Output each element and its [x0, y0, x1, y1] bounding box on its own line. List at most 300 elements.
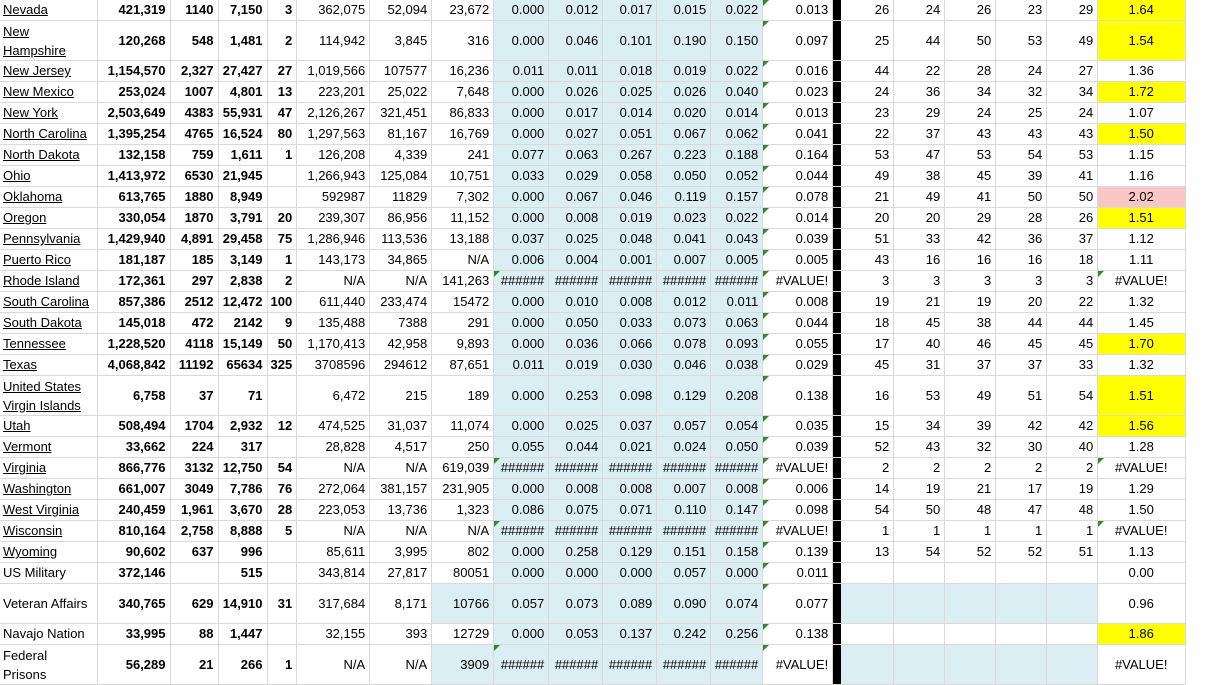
data-cell[interactable] — [267, 187, 297, 208]
data-cell[interactable] — [1098, 584, 1186, 624]
data-cell[interactable] — [267, 229, 297, 250]
data-cell[interactable] — [894, 521, 945, 542]
data-cell[interactable] — [841, 103, 894, 124]
data-cell[interactable] — [549, 563, 603, 584]
data-cell[interactable] — [1098, 166, 1186, 187]
data-cell[interactable] — [841, 479, 894, 500]
data-cell[interactable] — [763, 376, 833, 416]
data-cell[interactable] — [432, 542, 494, 563]
data-cell[interactable] — [603, 250, 657, 271]
row-label-cell[interactable] — [0, 229, 97, 250]
data-cell[interactable] — [218, 521, 267, 542]
data-cell[interactable] — [432, 355, 494, 376]
data-cell[interactable] — [370, 624, 432, 645]
data-cell[interactable] — [1098, 437, 1186, 458]
data-cell[interactable] — [945, 479, 996, 500]
data-cell[interactable] — [1098, 479, 1186, 500]
data-cell[interactable] — [370, 229, 432, 250]
data-cell[interactable] — [267, 145, 297, 166]
data-cell[interactable] — [1098, 624, 1186, 645]
data-cell[interactable] — [267, 250, 297, 271]
data-cell[interactable] — [1047, 624, 1098, 645]
data-cell[interactable] — [841, 334, 894, 355]
data-cell[interactable] — [549, 584, 603, 624]
data-cell[interactable] — [218, 250, 267, 271]
data-cell[interactable] — [894, 292, 945, 313]
data-cell[interactable] — [711, 584, 763, 624]
data-cell[interactable] — [297, 584, 370, 624]
data-cell[interactable] — [494, 229, 549, 250]
data-cell[interactable] — [297, 61, 370, 82]
data-cell[interactable] — [370, 437, 432, 458]
data-cell[interactable] — [170, 542, 218, 563]
data-cell[interactable] — [711, 313, 763, 334]
data-cell[interactable] — [763, 208, 833, 229]
data-cell[interactable] — [494, 542, 549, 563]
data-cell[interactable] — [711, 542, 763, 563]
data-cell[interactable] — [494, 479, 549, 500]
data-cell[interactable] — [370, 376, 432, 416]
data-cell[interactable] — [97, 437, 170, 458]
data-cell[interactable] — [657, 479, 711, 500]
data-cell[interactable] — [841, 250, 894, 271]
data-cell[interactable] — [1047, 187, 1098, 208]
data-cell[interactable] — [945, 271, 996, 292]
data-cell[interactable] — [657, 458, 711, 479]
data-cell[interactable] — [494, 82, 549, 103]
data-cell[interactable] — [267, 103, 297, 124]
data-cell[interactable] — [657, 250, 711, 271]
data-cell[interactable] — [841, 292, 894, 313]
data-cell[interactable] — [432, 458, 494, 479]
data-cell[interactable] — [657, 542, 711, 563]
data-cell[interactable] — [1047, 500, 1098, 521]
data-cell[interactable] — [894, 0, 945, 21]
data-cell[interactable] — [494, 208, 549, 229]
data-cell[interactable] — [657, 624, 711, 645]
data-cell[interactable] — [603, 416, 657, 437]
data-cell[interactable] — [297, 479, 370, 500]
data-cell[interactable] — [763, 145, 833, 166]
row-label-cell[interactable] — [0, 563, 97, 584]
data-cell[interactable] — [1098, 187, 1186, 208]
row-label-cell[interactable] — [0, 542, 97, 563]
data-cell[interactable] — [218, 458, 267, 479]
data-cell[interactable] — [1098, 521, 1186, 542]
data-cell[interactable] — [370, 61, 432, 82]
data-cell[interactable] — [711, 334, 763, 355]
data-cell[interactable] — [1047, 563, 1098, 584]
data-cell[interactable] — [432, 416, 494, 437]
data-cell[interactable] — [657, 124, 711, 145]
data-cell[interactable] — [763, 355, 833, 376]
row-label-cell[interactable] — [0, 521, 97, 542]
data-cell[interactable] — [432, 145, 494, 166]
data-cell[interactable] — [97, 21, 170, 61]
data-cell[interactable] — [370, 542, 432, 563]
data-cell[interactable] — [549, 82, 603, 103]
data-cell[interactable] — [97, 208, 170, 229]
data-cell[interactable] — [603, 334, 657, 355]
data-cell[interactable] — [549, 521, 603, 542]
data-cell[interactable] — [763, 103, 833, 124]
data-cell[interactable] — [996, 437, 1047, 458]
data-cell[interactable] — [996, 103, 1047, 124]
data-cell[interactable] — [170, 103, 218, 124]
data-cell[interactable] — [603, 292, 657, 313]
data-cell[interactable] — [603, 187, 657, 208]
data-cell[interactable] — [945, 166, 996, 187]
data-cell[interactable] — [549, 187, 603, 208]
data-cell[interactable] — [603, 563, 657, 584]
data-cell[interactable] — [894, 229, 945, 250]
data-cell[interactable] — [945, 82, 996, 103]
data-cell[interactable] — [763, 166, 833, 187]
data-cell[interactable] — [996, 584, 1047, 624]
data-cell[interactable] — [218, 624, 267, 645]
data-cell[interactable] — [549, 624, 603, 645]
data-cell[interactable] — [894, 166, 945, 187]
data-cell[interactable] — [657, 145, 711, 166]
data-cell[interactable] — [996, 479, 1047, 500]
data-cell[interactable] — [1047, 437, 1098, 458]
data-cell[interactable] — [711, 292, 763, 313]
row-label-cell[interactable] — [0, 355, 97, 376]
data-cell[interactable] — [370, 334, 432, 355]
data-cell[interactable] — [657, 166, 711, 187]
data-cell[interactable] — [711, 124, 763, 145]
data-cell[interactable] — [894, 500, 945, 521]
data-cell[interactable] — [218, 355, 267, 376]
data-cell[interactable] — [996, 82, 1047, 103]
data-cell[interactable] — [297, 563, 370, 584]
data-cell[interactable] — [170, 624, 218, 645]
data-cell[interactable] — [945, 313, 996, 334]
data-cell[interactable] — [894, 124, 945, 145]
data-cell[interactable] — [1047, 82, 1098, 103]
data-cell[interactable] — [170, 82, 218, 103]
data-cell[interactable] — [549, 103, 603, 124]
data-cell[interactable] — [763, 250, 833, 271]
data-cell[interactable] — [841, 500, 894, 521]
data-cell[interactable] — [432, 376, 494, 416]
data-cell[interactable] — [841, 21, 894, 61]
data-cell[interactable] — [894, 313, 945, 334]
data-cell[interactable] — [763, 437, 833, 458]
data-cell[interactable] — [549, 313, 603, 334]
data-cell[interactable] — [218, 145, 267, 166]
data-cell[interactable] — [657, 563, 711, 584]
data-cell[interactable] — [432, 500, 494, 521]
data-cell[interactable] — [945, 624, 996, 645]
data-cell[interactable] — [1098, 229, 1186, 250]
data-cell[interactable] — [1047, 124, 1098, 145]
data-cell[interactable] — [996, 166, 1047, 187]
data-cell[interactable] — [763, 479, 833, 500]
data-cell[interactable] — [297, 82, 370, 103]
data-cell[interactable] — [370, 313, 432, 334]
data-cell[interactable] — [549, 271, 603, 292]
data-cell[interactable] — [1098, 21, 1186, 61]
row-label-cell[interactable] — [0, 82, 97, 103]
data-cell[interactable] — [711, 521, 763, 542]
data-cell[interactable] — [945, 229, 996, 250]
data-cell[interactable] — [267, 313, 297, 334]
data-cell[interactable] — [218, 563, 267, 584]
row-label-cell[interactable] — [0, 624, 97, 645]
data-cell[interactable] — [945, 292, 996, 313]
data-cell[interactable] — [218, 479, 267, 500]
data-cell[interactable] — [841, 166, 894, 187]
data-cell[interactable] — [711, 21, 763, 61]
data-cell[interactable] — [945, 521, 996, 542]
data-cell[interactable] — [657, 521, 711, 542]
data-cell[interactable] — [603, 437, 657, 458]
data-cell[interactable] — [267, 416, 297, 437]
data-cell[interactable] — [549, 542, 603, 563]
data-cell[interactable] — [549, 229, 603, 250]
data-cell[interactable] — [1047, 145, 1098, 166]
data-cell[interactable] — [267, 376, 297, 416]
data-cell[interactable] — [218, 416, 267, 437]
data-cell[interactable] — [894, 334, 945, 355]
data-cell[interactable] — [297, 313, 370, 334]
data-cell[interactable] — [945, 355, 996, 376]
data-cell[interactable] — [1098, 82, 1186, 103]
data-cell[interactable] — [763, 416, 833, 437]
data-cell[interactable] — [841, 521, 894, 542]
data-cell[interactable] — [218, 542, 267, 563]
data-cell[interactable] — [1098, 208, 1186, 229]
data-cell[interactable] — [657, 103, 711, 124]
data-cell[interactable] — [170, 208, 218, 229]
data-cell[interactable] — [1098, 145, 1186, 166]
data-cell[interactable] — [603, 500, 657, 521]
data-cell[interactable] — [494, 250, 549, 271]
data-cell[interactable] — [711, 229, 763, 250]
data-cell[interactable] — [945, 124, 996, 145]
data-cell[interactable] — [494, 458, 549, 479]
data-cell[interactable] — [432, 166, 494, 187]
data-cell[interactable] — [1098, 500, 1186, 521]
data-cell[interactable] — [603, 145, 657, 166]
data-cell[interactable] — [996, 61, 1047, 82]
data-cell[interactable] — [894, 187, 945, 208]
data-cell[interactable] — [996, 521, 1047, 542]
data-cell[interactable] — [603, 458, 657, 479]
data-cell[interactable] — [996, 313, 1047, 334]
data-cell[interactable] — [1047, 166, 1098, 187]
data-cell[interactable] — [763, 229, 833, 250]
data-cell[interactable] — [267, 61, 297, 82]
data-cell[interactable] — [370, 355, 432, 376]
data-cell[interactable] — [170, 271, 218, 292]
data-cell[interactable] — [1098, 271, 1186, 292]
data-cell[interactable] — [370, 292, 432, 313]
data-cell[interactable] — [763, 563, 833, 584]
data-cell[interactable] — [996, 208, 1047, 229]
data-cell[interactable] — [657, 584, 711, 624]
row-label-cell[interactable] — [0, 271, 97, 292]
data-cell[interactable] — [432, 624, 494, 645]
data-cell[interactable] — [763, 0, 833, 21]
data-cell[interactable] — [549, 458, 603, 479]
data-cell[interactable] — [97, 376, 170, 416]
data-cell[interactable] — [549, 355, 603, 376]
data-cell[interactable] — [1098, 334, 1186, 355]
data-cell[interactable] — [1098, 416, 1186, 437]
data-cell[interactable] — [945, 250, 996, 271]
data-cell[interactable] — [841, 458, 894, 479]
data-cell[interactable] — [841, 187, 894, 208]
data-cell[interactable] — [1047, 521, 1098, 542]
data-cell[interactable] — [711, 563, 763, 584]
data-cell[interactable] — [370, 271, 432, 292]
data-cell[interactable] — [763, 500, 833, 521]
data-cell[interactable] — [603, 584, 657, 624]
data-cell[interactable] — [432, 0, 494, 21]
data-cell[interactable] — [218, 21, 267, 61]
data-cell[interactable] — [97, 624, 170, 645]
data-cell[interactable] — [170, 166, 218, 187]
data-cell[interactable] — [841, 145, 894, 166]
data-cell[interactable] — [894, 82, 945, 103]
data-cell[interactable] — [97, 334, 170, 355]
data-cell[interactable] — [97, 416, 170, 437]
data-cell[interactable] — [603, 166, 657, 187]
data-cell[interactable] — [996, 334, 1047, 355]
data-cell[interactable] — [432, 82, 494, 103]
data-cell[interactable] — [97, 521, 170, 542]
data-cell[interactable] — [432, 103, 494, 124]
data-cell[interactable] — [657, 355, 711, 376]
row-label-cell[interactable] — [0, 187, 97, 208]
data-cell[interactable] — [494, 624, 549, 645]
data-cell[interactable] — [170, 124, 218, 145]
data-cell[interactable] — [894, 584, 945, 624]
data-cell[interactable] — [494, 521, 549, 542]
data-cell[interactable] — [370, 124, 432, 145]
data-cell[interactable] — [97, 145, 170, 166]
data-cell[interactable] — [170, 313, 218, 334]
data-cell[interactable] — [1098, 292, 1186, 313]
data-cell[interactable] — [1098, 542, 1186, 563]
data-cell[interactable] — [603, 124, 657, 145]
data-cell[interactable] — [711, 416, 763, 437]
data-cell[interactable] — [841, 313, 894, 334]
data-cell[interactable] — [170, 458, 218, 479]
data-cell[interactable] — [657, 187, 711, 208]
data-cell[interactable] — [97, 355, 170, 376]
data-cell[interactable] — [603, 355, 657, 376]
data-cell[interactable] — [894, 103, 945, 124]
data-cell[interactable] — [297, 416, 370, 437]
data-cell[interactable] — [1047, 21, 1098, 61]
data-cell[interactable] — [657, 0, 711, 21]
data-cell[interactable] — [945, 500, 996, 521]
data-cell[interactable] — [657, 313, 711, 334]
data-cell[interactable] — [657, 229, 711, 250]
data-cell[interactable] — [945, 458, 996, 479]
data-cell[interactable] — [370, 479, 432, 500]
data-cell[interactable] — [297, 166, 370, 187]
data-cell[interactable] — [1047, 61, 1098, 82]
data-cell[interactable] — [494, 313, 549, 334]
data-cell[interactable] — [97, 166, 170, 187]
data-cell[interactable] — [218, 61, 267, 82]
data-cell[interactable] — [1047, 103, 1098, 124]
row-label-cell[interactable] — [0, 479, 97, 500]
data-cell[interactable] — [603, 0, 657, 21]
data-cell[interactable] — [996, 563, 1047, 584]
data-cell[interactable] — [996, 542, 1047, 563]
data-cell[interactable] — [267, 500, 297, 521]
data-cell[interactable] — [267, 624, 297, 645]
data-cell[interactable] — [370, 521, 432, 542]
data-cell[interactable] — [841, 584, 894, 624]
data-cell[interactable] — [763, 458, 833, 479]
data-cell[interactable] — [1047, 229, 1098, 250]
data-cell[interactable] — [370, 82, 432, 103]
data-cell[interactable] — [218, 103, 267, 124]
data-cell[interactable] — [170, 416, 218, 437]
data-cell[interactable] — [1047, 271, 1098, 292]
data-cell[interactable] — [370, 145, 432, 166]
data-cell[interactable] — [1047, 416, 1098, 437]
data-cell[interactable] — [370, 563, 432, 584]
data-cell[interactable] — [711, 624, 763, 645]
row-label-cell[interactable] — [0, 250, 97, 271]
data-cell[interactable] — [170, 521, 218, 542]
data-cell[interactable] — [297, 271, 370, 292]
data-cell[interactable] — [841, 271, 894, 292]
data-cell[interactable] — [494, 584, 549, 624]
data-cell[interactable] — [218, 271, 267, 292]
data-cell[interactable] — [97, 187, 170, 208]
data-cell[interactable] — [432, 437, 494, 458]
data-cell[interactable] — [1098, 563, 1186, 584]
data-cell[interactable] — [297, 624, 370, 645]
row-label-cell[interactable] — [0, 124, 97, 145]
data-cell[interactable] — [841, 376, 894, 416]
row-label-cell[interactable] — [0, 458, 97, 479]
data-cell[interactable] — [1098, 355, 1186, 376]
data-cell[interactable] — [841, 563, 894, 584]
data-cell[interactable] — [763, 187, 833, 208]
data-cell[interactable] — [603, 521, 657, 542]
data-cell[interactable] — [370, 0, 432, 21]
data-cell[interactable] — [97, 542, 170, 563]
data-cell[interactable] — [1098, 458, 1186, 479]
data-cell[interactable] — [711, 103, 763, 124]
data-cell[interactable] — [763, 624, 833, 645]
data-cell[interactable] — [711, 187, 763, 208]
data-cell[interactable] — [841, 82, 894, 103]
data-cell[interactable] — [603, 61, 657, 82]
data-cell[interactable] — [170, 500, 218, 521]
data-cell[interactable] — [267, 479, 297, 500]
data-cell[interactable] — [894, 250, 945, 271]
data-cell[interactable] — [170, 250, 218, 271]
data-cell[interactable] — [432, 584, 494, 624]
data-cell[interactable] — [494, 187, 549, 208]
data-cell[interactable] — [494, 166, 549, 187]
data-cell[interactable] — [711, 458, 763, 479]
data-cell[interactable] — [267, 208, 297, 229]
data-cell[interactable] — [711, 208, 763, 229]
data-cell[interactable] — [218, 208, 267, 229]
data-cell[interactable] — [711, 0, 763, 21]
